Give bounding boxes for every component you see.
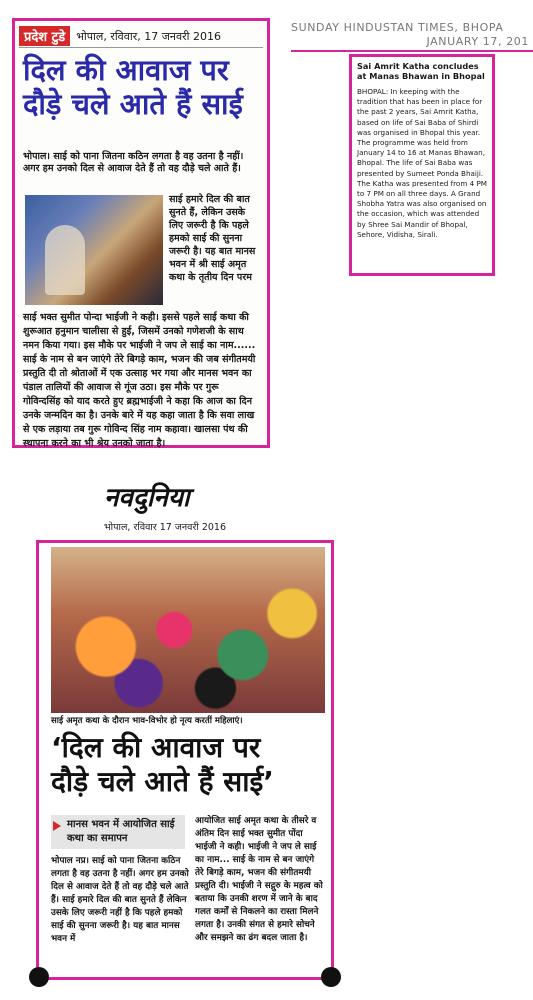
article-title: Sai Amrit Katha concludes at Manas Bhawan in Bhopal	[357, 61, 485, 81]
dancing-women-photo	[51, 547, 325, 713]
navduniya-masthead	[104, 478, 254, 538]
pradesh-today-clipping	[12, 18, 270, 448]
headline	[51, 731, 323, 799]
newspaper-logo: नवदुनिया	[104, 483, 190, 513]
body-column-right: आयोजित साई अमृत कथा के तीसरे व अंतिम दिन साई भक्त सुमीत पोंदा भाईजी ने कही। भाईजी ने जप ले साई का नाम... साई के नाम से बन जाएंगे तेरे बिगड़े काम, भजन की संगीतमयी प्रस्तुति दी। भाईजी ने सद्गुरु के महत्व को बताया कि उनकी शरण में जाने के बाद गलत कर्मों से निकलने का रास्ता मिलने लगता है। उनकी संगत से हमारे सोचने और समझने का ढंग बदल जाता है।	[195, 816, 323, 943]
dateline: JANUARY 17, 201	[426, 35, 529, 48]
arrow-icon	[53, 821, 61, 831]
ornament-icon	[321, 967, 341, 987]
event-photo	[25, 195, 163, 305]
body-text: साई भक्त सुमीत पोन्दा भाईजी ने कही। इससे पहले साई कथा की शुरूआत हनुमान चालीसा से हुई, जिसमें उनको गणेशजी के साथ नमन किया गया। इस मौके पर भाईजी ने जप ले साई का नाम...... साई के नाम से बन जाएंगे तेरे बिगड़े काम, भजन की जब संगीतमयी प्रस्तुति दी तो श्रोताओं में एक उत्साह भर गया और मानस भवन का पंडाल तालियों की आवाज से गूंज उठा। इस मौके पर गुरू गोविन्दसिंह को याद करते हुए ब्रह्मभाईजी ने कहा कि आज का दिन उनके जन्मदिन का है। उनके बारे में यह कहा जाता है कि सवा लाख से एक लड़ाया तब गुरू गोविन्द सिंह नाम कहावा। खालसा पंथ की स्थापना करने का भी श्रेय उनको जाता है।	[23, 312, 256, 449]
lead-paragraph: भोपाल। साई को पाना जितना कठिन लगता है वह उतना है नहीं। अगर हम उनको दिल से आवाज देते हैं तो वह दौड़े चले आते हैं।	[23, 151, 244, 174]
headline-line-1: दिल की आवाज पर	[23, 53, 229, 87]
masthead: SUNDAY HINDUSTAN TIMES, BHOPA	[291, 21, 504, 34]
dateline: भोपाल, रविवार 17 जनवरी 2016	[104, 522, 227, 533]
navduniya-clipping	[36, 540, 334, 980]
headline-line-2: दौड़े चले आते हैं साई’	[51, 765, 274, 798]
ornament-icon	[29, 967, 49, 987]
side-column-text: साई हमारे दिल की बात सुनते हैं, लेकिन उसके लिए जरूरी है कि पहले हमको साई की सुनना जरूरी है। यह बात मानस भवन में श्री साई अमृत कथा के तृतीय दिन परम	[169, 194, 256, 283]
body-column-left: भोपाल नप्र। साई को पाना जितना कठिन लगता है वह उतना है नहीं। अगर हम उनको दिल से आवाज देते हैं तो वह दौड़े चले आते हैं। साई हमारे दिल की बात सुनते हैं लेकिन उसके लिए जरूरी नहीं है कि पहले हमको साई की सुनना जरूरी है। यह बात मानस भवन में	[51, 856, 189, 944]
subheading: मानस भवन में आयोजित साई कथा का समापन	[51, 815, 185, 849]
newspaper-logo: प्रदेश टुडे	[19, 26, 70, 46]
article-box	[349, 54, 495, 276]
photo-caption: साई अमृत कथा के दौरान भाव-विभोर हो नृत्य करतीं महिलाएं।	[51, 716, 243, 726]
headline-line-1: ‘दिल की आवाज पर	[51, 731, 261, 764]
dateline: भोपाल, रविवार, 17 जनवरी 2016	[76, 29, 221, 43]
article-body: BHOPAL: In keeping with the tradition that has been in place for the past 2 years, Sai Amrit Katha, based on life of Sai Baba of Shirdi was organised in Bhopal this year. The programme was held from January 14 to 16 at Manas Bhawan, Bhopal. The life of Sai Baba was presented by Sumeet Ponda Bhaiji. The Katha was presented from 4 PM to 7 PM on all three days. A Grand Shobha Yatra was also organised on the occasion, which was attended by Shree Sai Mandir of Bhopal, Sehore, Vidisha, Sirali.	[357, 87, 488, 239]
hindustan-times-clipping	[291, 22, 533, 260]
headline-line-2: दौड़े चले आते हैं साई	[23, 87, 243, 121]
masthead	[19, 25, 263, 48]
headline	[23, 53, 259, 121]
divider	[291, 50, 533, 52]
